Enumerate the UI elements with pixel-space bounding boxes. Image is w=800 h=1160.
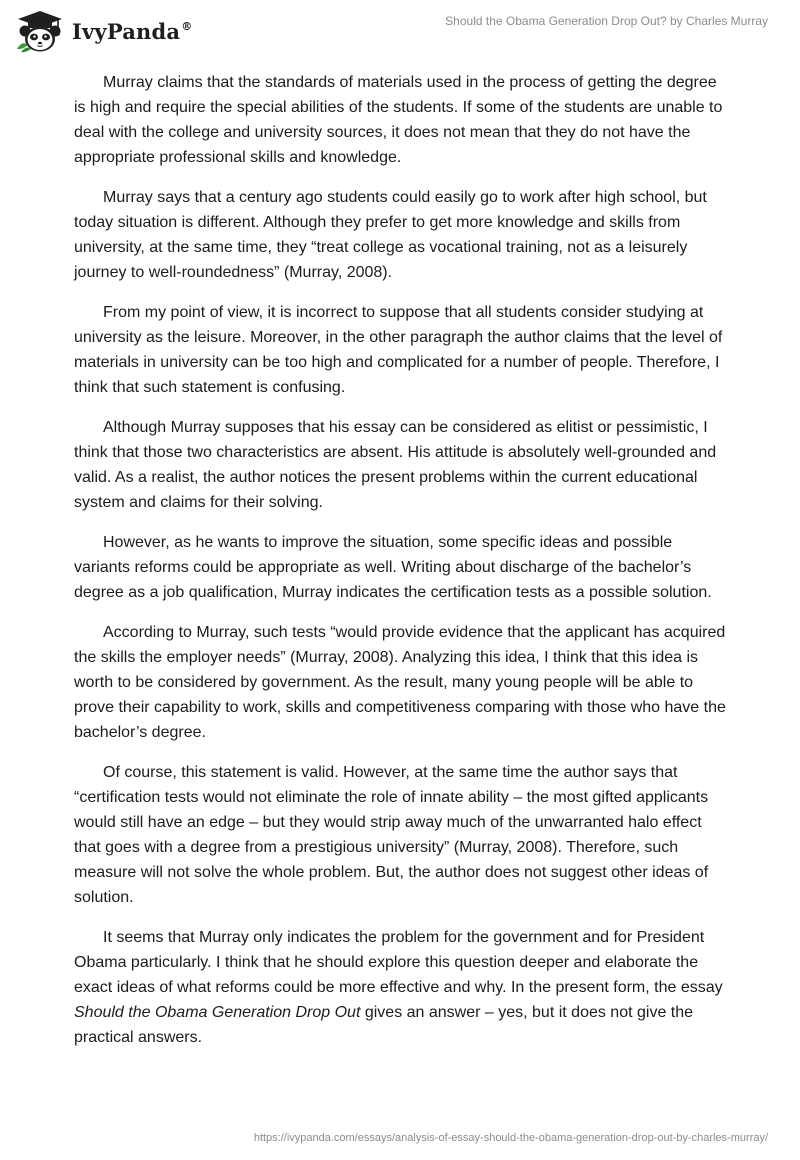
paragraph: However, as he wants to improve the situation, some specific ideas and possible variants reforms could be appropriate as well. Writing about discharge of the bachelor’s degree as a job qualification, Murray indicates the certification tests as a possible solution. (74, 534, 712, 601)
brand-logo[interactable] (14, 8, 192, 54)
page-header (0, 0, 800, 66)
paragraph-text: It seems that Murray only indicates the problem for the government and for President Obama particularly. I think that he should explore this question deeper and elaborate the exact ideas of what reforms could be more effective and why. In the present form, the essay (74, 929, 723, 996)
essay-title-italic: Should the Obama Generation Drop Out (74, 1004, 361, 1021)
paragraph: Although Murray supposes that his essay can be considered as elitist or pessimistic, I think that those two characteristics are absent. His attitude is absolutely well-grounded and valid. As a realist, the author notices the present problems within the current educational system and claims for their solving. (74, 419, 717, 511)
essay-body (74, 70, 726, 1065)
source-url[interactable]: https://ivypanda.com/essays/analysis-of-essay-should-the-obama-generation-drop-out-by-charles-murray/ (253, 1132, 768, 1144)
registered-mark: ® (181, 19, 193, 33)
paragraph: According to Murray, such tests “would provide evidence that the applicant has acquired the skills the employer needs” (Murray, 2008). Analyzing this idea, I think that this idea is worth to be considered by government. As the result, many young people will be able to prove their capability to work, skills and competitiveness comparing with those who have the bachelor’s degree. (74, 624, 726, 741)
document-title: Should the Obama Generation Drop Out? by Charles Murray (445, 14, 768, 28)
paragraph: Murray says that a century ago students could easily go to work after high school, but today situation is different. Although they prefer to get more knowledge and skills from university, at the same time, they “treat college as vocational training, not as a leisurely journey to well-roundedness” (Murray, 2008). (74, 189, 707, 281)
panda-graduate-icon (14, 9, 66, 53)
paragraph-text: gives an answer – yes, but it does not give the practical answers. (74, 1004, 694, 1046)
brand-name: IvyPanda® (72, 18, 193, 44)
paragraph: From my point of view, it is incorrect to suppose that all students consider studying at university as the leisure. Moreover, in the other paragraph the author claims that the level of materials in university can be too high and complicated for a number of people. Therefore, I think that such statement is confusing. (74, 304, 723, 396)
paragraph-last (74, 925, 726, 1050)
paragraph: Of course, this statement is valid. However, at the same time the author says that “certification tests would not eliminate the role of innate ability – the most gifted applicants would still have an edge – but they would strip away much of the unwarranted halo effect that goes with a degree from a prestigious university” (Murray, 2008). Therefore, such measure will not solve the whole problem. But, the author does not suggest other ideas of solution. (74, 764, 709, 906)
paragraph: Murray claims that the standards of materials used in the process of getting the degree is high and require the special abilities of the students. If some of the students are unable to deal with the college and university sources, it does not mean that they do not have the appropriate professional skills and knowledge. (74, 74, 723, 166)
